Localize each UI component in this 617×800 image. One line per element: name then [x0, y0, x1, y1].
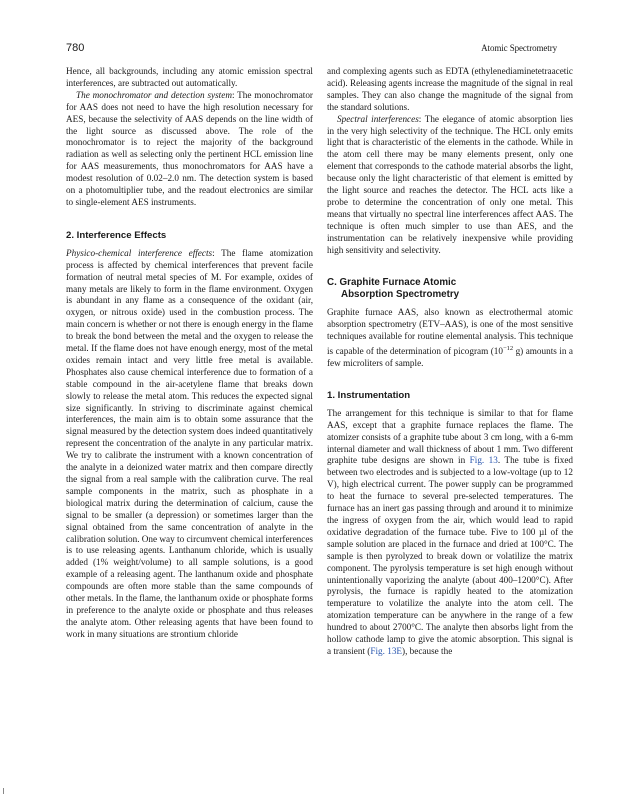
- page-number: 780: [66, 42, 85, 54]
- section-heading-line2: Absorption Spectrometry: [341, 288, 460, 300]
- paragraph-text: ), because the: [402, 645, 453, 656]
- paragraph: [327, 114, 573, 257]
- paragraph: [327, 307, 573, 370]
- paragraph: Hence, all backgrounds, including any atomic emission spectral interferences, are subtracted out automatically.: [66, 66, 313, 88]
- left-column: [66, 66, 313, 641]
- page-header: [66, 42, 557, 56]
- right-column: [327, 66, 573, 658]
- section-heading-line1: C. Graphite Furnace Atomic: [327, 276, 457, 288]
- paragraph-run-in-title: Physico-chemical interference effects: [66, 247, 213, 258]
- paragraph-body: : The elegance of atomic absorption lies in the very high selectivity of the technique. The HCL only emits light that is characteristic of the elements in the cathode. While in the atom cell there may be many elements present, only one element that corresponds to the cathode material absorbs the light, because only the light characteristic of that element is emitted by the light source and reaches the detector. The HCL acts like a probe to determine the concentration of only one metal. This means that virtually no spectral line interferences affect AAS. The technique is often much simpler to use than AES, and the instrumentation can be relatively inexpensive while providing high sensitivity and selectivity.: [327, 113, 573, 255]
- subsection-heading: 1. Instrumentation: [327, 389, 411, 401]
- paragraph: [66, 90, 313, 209]
- paragraph: [327, 408, 573, 658]
- margin-mark: [3, 788, 7, 794]
- figure-link[interactable]: Fig. 13: [469, 455, 498, 466]
- running-title: Atomic Spectrometry: [481, 43, 557, 53]
- section-heading: [327, 277, 573, 302]
- superscript: −12: [502, 345, 514, 353]
- paragraph-text: g) amounts in a few microliters of sample.: [327, 346, 573, 368]
- paragraph-text: Graphite furnace AAS, also known as electrothermal atomic absorption spectrometry (ETV–AAS), is one of the most sensitive techniques available for routine elemental analysis. This technique is capable of the determination of picogram (10: [327, 307, 573, 357]
- paragraph: [66, 248, 313, 641]
- paragraph: and complexing agents such as EDTA (ethylenediaminetetraacetic acid). Releasing agents increase the magnitude of the signal in real samples. They can also change the magnitude of the signal from the standard solutions.: [327, 66, 573, 112]
- paragraph-text: The arrangement for this technique is similar to that for flame AAS, except that a graphite furnace replaces the flame. The atomizer consists of a graphite tube about 3 cm long, with a 6-mm internal diameter and wall thickness of about 1 mm. Two different graphite tube designs are shown in: [327, 407, 573, 466]
- paragraph-body: : The monochromator for AAS does not need to have the high resolution necessary for AES, because the selectivity of AAS depends on the line width of the light source as discussed above. The role of the monochromator is to reject the majority of the background radiation as well as selecting only the pertinent HCL emission line for AAS measurements, thus monochromators for AAS have a modest resolution of 0.02–2.0 nm. The detection system is based on a photomultiplier tube, and the readout electronics are similar to single-element AES instruments.: [66, 89, 313, 207]
- figure-link[interactable]: Fig. 13E: [370, 645, 403, 656]
- paragraph-text: . The tube is fixed between two electrodes and is subjected to a low-voltage (up to 12 V), high electrical current. The power supply can be programmed to heat the furnace to several pre-selected temperatures. The furnace has an inert gas passing through and around it to minimize the ingress of oxygen from the air, which would lead to rapid oxidative degradation of the furnace tube. Five to 100 µl of the sample solution are placed in the furnace and dried at 100°C. The sample is then pyrolyzed to break down or volatilize the matrix component. The pyrolysis temperature is set high enough without unintentionally vaporizing the analyte (about 400–1200°C). After pyrolysis, the furnace is rapidly heated to the atomization temperature to volatilize the analyte into the atom cell. The atomization temperature can be anywhere in the range of a few hundred to about 2700°C. The analyte then absorbs light from the hollow cathode lamp to give the atomic absorption. This signal is a transient (: [327, 455, 573, 656]
- subsection-heading: 2. Interference Effects: [66, 229, 167, 241]
- paragraph-run-in-title: Spectral interferences: [337, 113, 419, 124]
- paragraph-run-in-title: The monochromator and detection system: [76, 89, 232, 100]
- paragraph-body: : The flame atomization process is affected by chemical interferences that prevent facile formation of neutral metal species of M. For example, oxides of many metals are likely to form in the flame environment. Oxygen is abundant in any flame as a consequence of the oxidant (air, oxygen, or nitrous oxide) used in the combustion process. The main concern is whether or not there is enough energy in the flame to break the bond between the metal and the oxygen to release the metal. If the flame does not have enough energy, most of the metal oxides remain intact and very little free metal is available. Phosphates also cause chemical interference due to formation of a stable compound in the air-acetylene flame that breaks down slowly to release the metal atom. This reduces the expected signal size significantly. In striving to discriminate against chemical interferences, the main aim is to obtain some assurance that the signal measured by the detection system does indeed quantitatively represent the concentration of the analyte in any particular matrix. We try to calibrate the instrument with a known concentration of the analyte in a deionized water matrix and then compare directly the signal from a real sample with the calibration curve. The real sample components in the matrix, such as phosphate in a biological matrix during the determination of calcium, cause the signal to be smaller (a depression) or sometimes larger than the signal obtained from the same concentration of analyte in the calibration solution. One way to circumvent chemical interferences is to use releasing agents. Lanthanum chloride, which is usually added (1% weight/volume) to all sample solutions, is a good example of a releasing agent. The lanthanum oxide and phosphate compounds are often more stable than the same compounds of other metals. In the flame, the lanthanum oxide or phosphate forms in preference to the analyte oxide or phosphate and thus releases the analyte atom. Other releasing agents that have been found to work in many situations are strontium chloride: [66, 247, 313, 639]
